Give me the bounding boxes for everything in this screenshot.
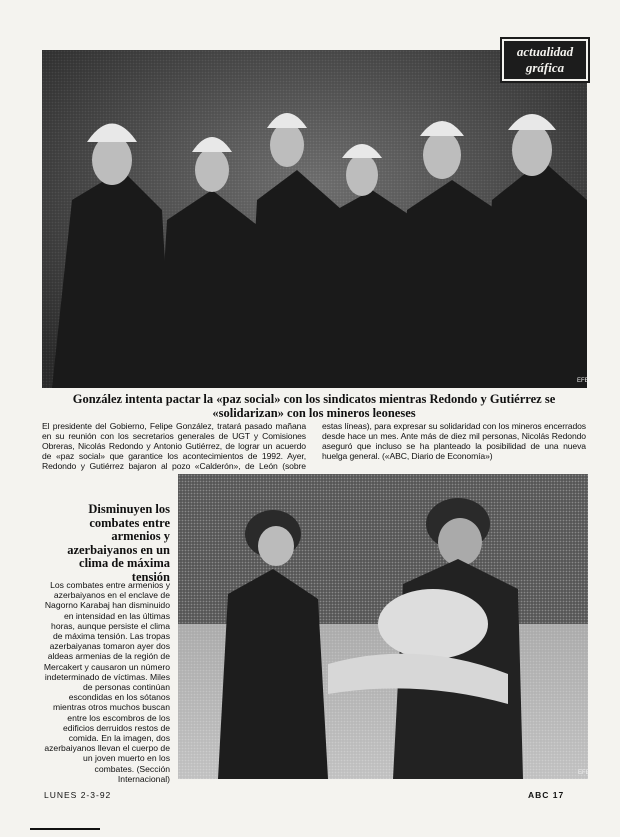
main-body: El presidente del Gobierno, Felipe González, tratará pasado mañana en su reunión con los secretarios generales de UGT y Comisiones Obreras, Nicolás Redondo y Antonio Gutiérrez, de lograr un acuerdo de «paz social» que garantice los acontecimientos de 1992. Ayer, Redondo y Gutiérrez bajaron al pozo «Calderón», de León (sobre estas líneas), para expresar su solidaridad con los mineros encerrados desde hace un mes. Ante más de diez mil personas, Nicolás Redondo aseguró que incluso se ha planteado la posibilidad de una nueva huelga general. («ABC, Diario de Economía») (42, 421, 586, 471)
side-body: Los combates entre armenios y azerbaiyanos en el enclave de Nagorno Karabaj han disminuido en intensidad en las últimas horas, aunque persiste el clima de máxima tensión. Las tropas azerbaiyanas tomaron ayer dos aldeas armenias de la región de Mercakert y causaron un número indeterminado de víctimas. Miles de personas continúan escondidas en los sótanos mientras otros muchos buscan entre los escombros de los edificios derruidos restos de comida. En la imagen, dos azerbaiyanos llevan el cuerpo de un joven muerto en los combates. (Sección Internacional) (43, 580, 170, 784)
side-headline: Disminuyen los combates entre armenios y azerbaiyanos en un clima de máxima tensión (67, 502, 170, 584)
section-badge (500, 37, 590, 83)
top-photo-image (42, 50, 587, 388)
bottom-photo (178, 474, 588, 779)
top-photo-credit: EFE (577, 378, 589, 384)
main-headline: González intenta pactar la «paz social» con los sindicatos mientras Redondo y Gutiérrez se «solidarizan» con los mineros leoneses (72, 392, 556, 420)
footer-page: ABC 17 (528, 790, 565, 800)
bottom-photo-image (178, 474, 588, 779)
bottom-photo-credit: EFE (578, 770, 590, 776)
badge-line-2: gráfica (525, 60, 565, 75)
footer-rule (30, 828, 100, 830)
footer-date: LUNES 2-3-92 (44, 790, 112, 800)
top-photo (42, 50, 587, 388)
badge-line-1: actualidad (516, 44, 574, 59)
